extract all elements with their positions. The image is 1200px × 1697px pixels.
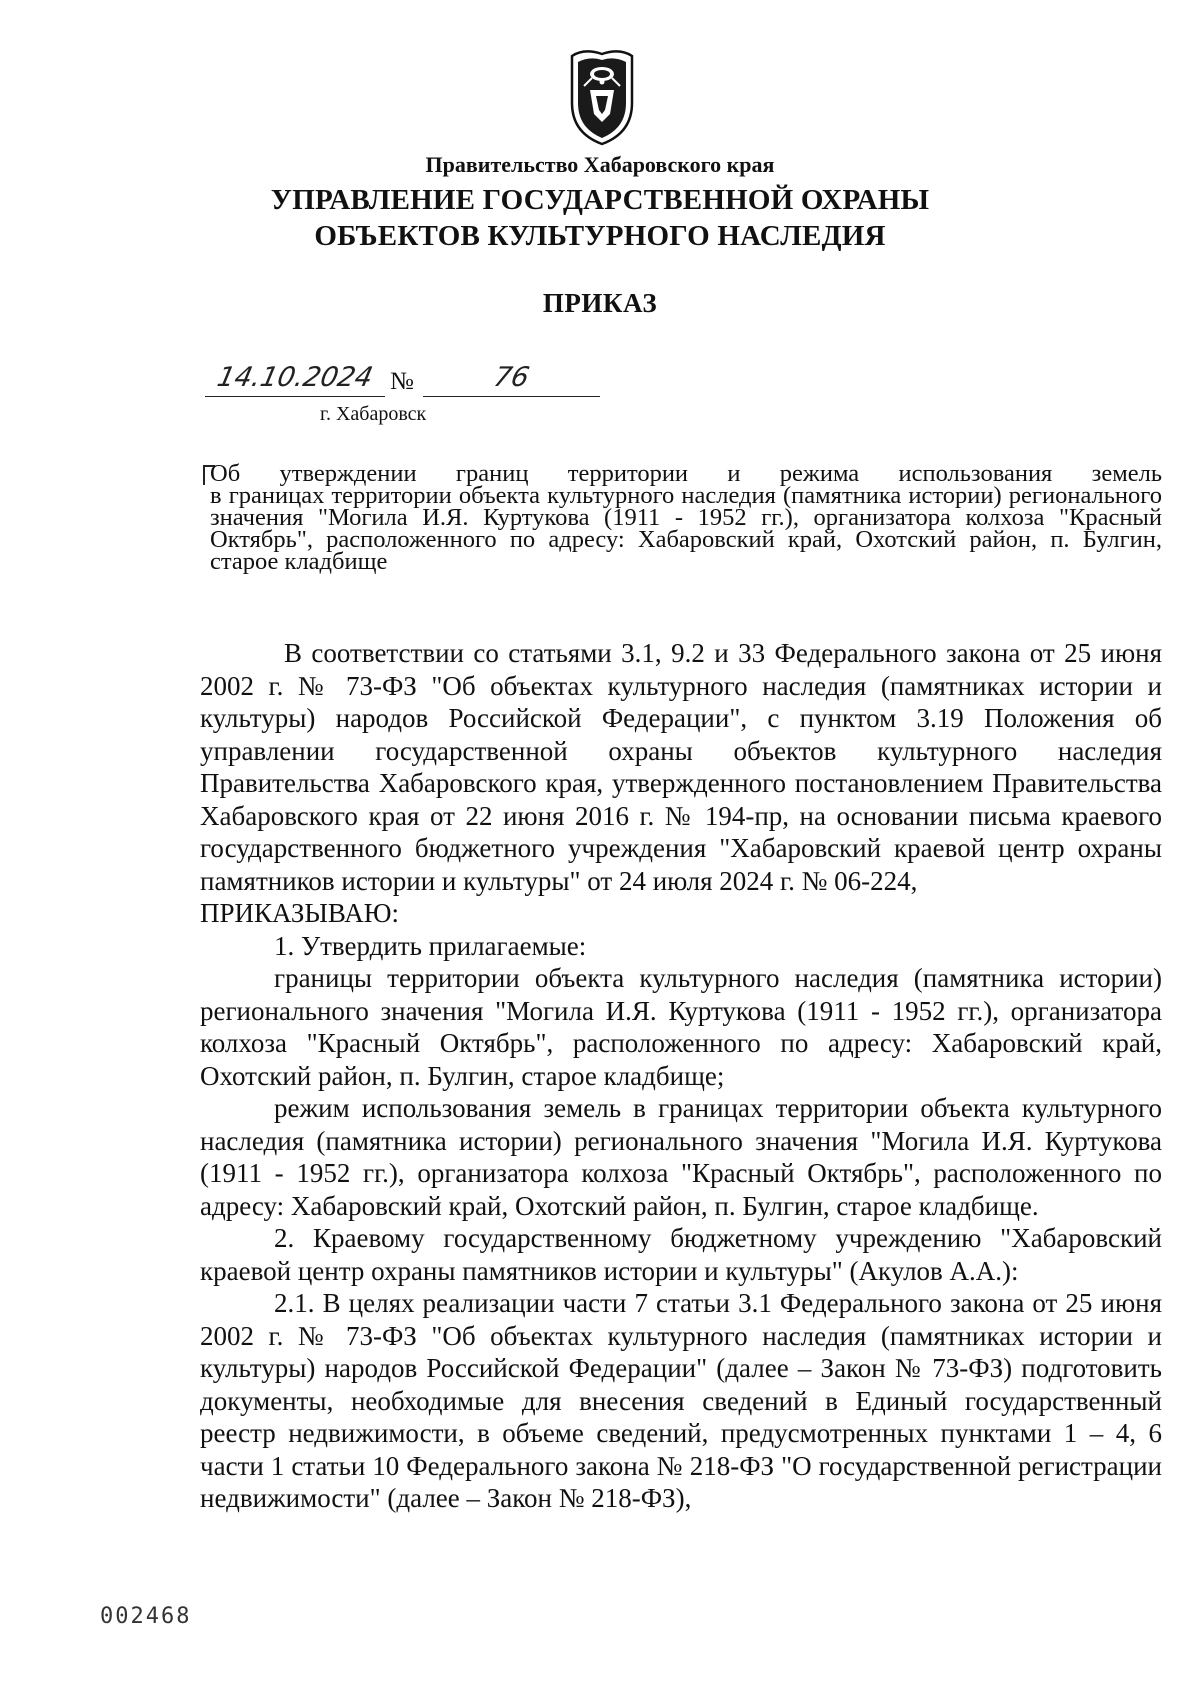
subject-line-1: Об утверждении границ территории и режима использования земель	[210, 460, 1162, 487]
department-name	[0, 182, 1200, 254]
item-1-land-regime: режим использования земель в границах территории объекта культурного наследия (памятника истории) регионального значения "Могила И.Я. Куртукова (1911 - 1952 гг.), организатора колхоза "Красный Октябрь", расположенного по адресу: Хабаровский край, Охотский район, п. Булгин, старое кладбище.	[200, 1093, 1162, 1221]
subject-rest: в границах территории объекта культурного наследия (памятника истории) регионального значения "Могила И.Я. Куртукова (1911 - 1952 гг.), организатора колхоза "Красный Октябрь", расположенного по адресу: Хабаровский край, Охотский район, п. Булгин, старое кладбище	[210, 482, 1162, 575]
order-body	[200, 637, 1162, 1515]
order-city: г. Хабаровск	[320, 403, 427, 425]
department-line-2: ОБЪЕКТОВ КУЛЬТУРНОГО НАСЛЕДИЯ	[314, 220, 886, 252]
item-1: 1. Утвердить прилагаемые:	[274, 930, 587, 961]
order-number	[423, 362, 600, 397]
order-subject	[210, 460, 1162, 575]
preamble: В соответствии со статьями 3.1, 9.2 и 33 Федерального закона от 25 июня 2002 г. № 73-ФЗ "Об объектах культурного наследия (памятниках истории и культуры) народов Российской Федерации", с пунктом 3.19 Положения об управлении государственной охраны объектов культурного наследия Правительства Хабаровского края, утвержденного постановлением Правительства Хабаровского края от 22 июня 2016 г. № 194-пр, на основании письма краевого государственного бюджетного учреждения "Хабаровский краевой центр охраны памятников истории и культуры" от 24 июля 2024 г. № 06-224,	[200, 638, 1162, 896]
order-date	[205, 362, 385, 397]
number-sign: №	[390, 368, 414, 395]
coat-of-arms-icon	[562, 48, 642, 148]
item-2-1: 2.1. В целях реализации части 7 статьи 3.1 Федерального закона от 25 июня 2002 г. № 73-ФЗ "Об объектах культурного наследия (памятниках истории и культуры) народов Российской Федерации" (далее – Закон № 73-ФЗ) подготовить документы, необходимые для внесения сведений в Единый государственный реестр недвижимости, в объеме сведений, предусмотренных пунктами 1 – 4, 6 части 1 статьи 10 Федерального закона № 218-ФЗ "О государственной регистрации недвижимости" (далее – Закон № 218-ФЗ),	[200, 1288, 1162, 1513]
order-word: ПРИКАЗЫВАЮ:	[200, 898, 399, 928]
order-date-value: 14.10.2024	[214, 362, 376, 393]
item-2: 2. Краевому государственному бюджетному учреждению "Хабаровский краевой центр охраны памятников истории и культуры" (Акулов А.А.):	[200, 1223, 1162, 1286]
document-type: ПРИКАЗ	[542, 288, 658, 318]
item-1-boundaries: границы территории объекта культурного наследия (памятника истории) регионального значения "Могила И.Я. Куртукова (1911 - 1952 гг.), организатора колхоза "Красный Октябрь", расположенного по адресу: Хабаровский край, Охотский район, п. Булгин, старое кладбище;	[200, 963, 1162, 1091]
serial-number: 002468	[100, 1604, 192, 1629]
order-number-value: 76	[491, 362, 532, 393]
department-line-1: УПРАВЛЕНИЕ ГОСУДАРСТВЕННОЙ ОХРАНЫ	[270, 184, 930, 216]
government-name: Правительство Хабаровского края	[425, 152, 775, 177]
